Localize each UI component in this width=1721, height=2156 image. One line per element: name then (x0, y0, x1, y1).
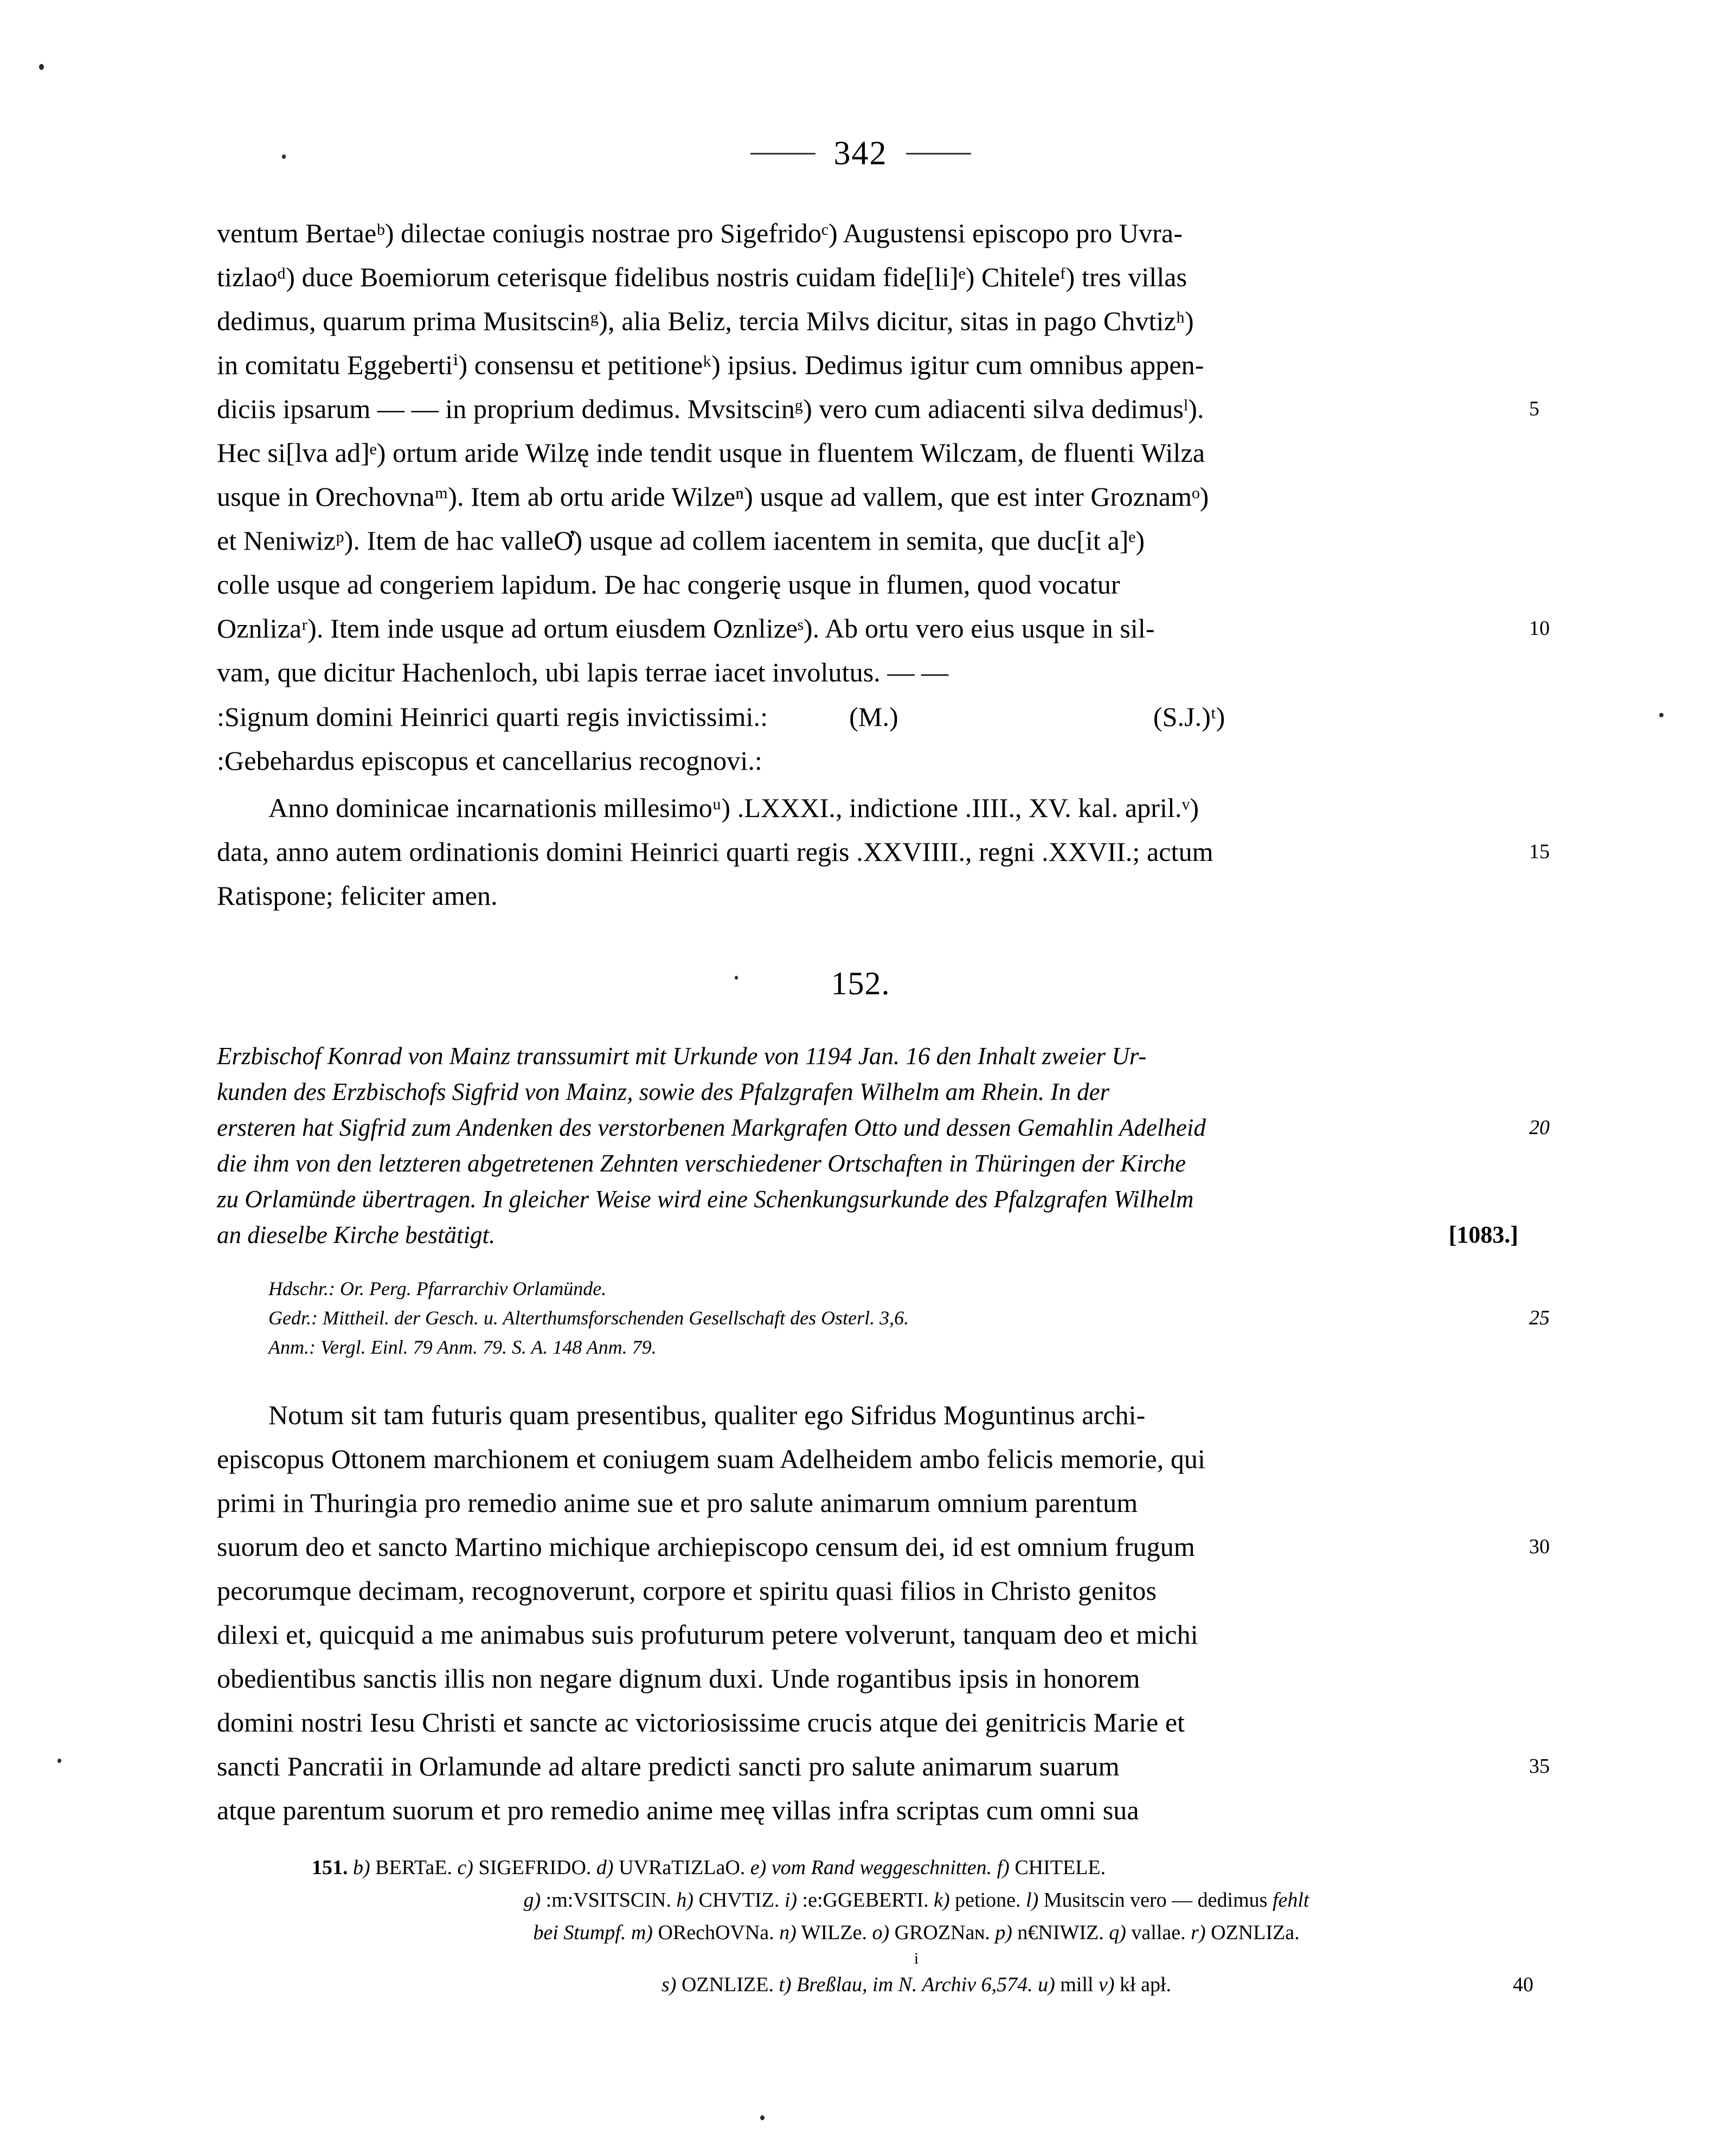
scan-speck (57, 1759, 61, 1763)
charter-151-text (217, 211, 1550, 694)
charter-line (217, 343, 1515, 387)
footnote-part: OZNLIZE. (676, 1973, 774, 1996)
line-text: primi in Thuringia pro remedio anime sue et pro salute animarum omnium parentum (217, 1488, 1138, 1518)
dating-line (217, 874, 1515, 918)
footnote-part: CHVTIZ. (693, 1889, 780, 1912)
scan-speck (760, 2115, 765, 2120)
footnote-part: e) (745, 1856, 767, 1879)
footnote-part: :m:VSITSCIN. (541, 1889, 671, 1912)
line-text: Ratispone; feliciter amen. (217, 880, 498, 911)
line-text: Notum sit tam futuris quam presentibus, qualiter ego Sifridus Moguntinus archi- (268, 1400, 1146, 1430)
footnote-part: vallae. (1126, 1921, 1186, 1944)
line-text: zu Orlamünde übertragen. In gleicher Weise wird eine Schenkungsurkunde des Pfalzgrafen Wilhelm (217, 1186, 1194, 1213)
charter-line (217, 431, 1515, 475)
footnote-part: s) (661, 1973, 677, 1996)
line-text: an dieselbe Kirche bestätigt. (217, 1221, 496, 1248)
footnote-part: k) (928, 1889, 950, 1912)
charter-bracket-number: [1083.] (1448, 1221, 1518, 1248)
footnote-part: l) (1020, 1889, 1039, 1912)
footnote-part: :e:GGEBERTI. (797, 1889, 929, 1912)
line-text: atque parentum suorum et pro remedio anime meę villas infra scriptas cum omni sua (217, 1795, 1139, 1825)
footnote-line (312, 1968, 1533, 2001)
footnote-part: g) (523, 1889, 541, 1912)
line-text: diciis ipsarum — — in proprium dedimus. Mvsitscinᵍ) vero cum adiacenti silva dedimusˡ). (217, 394, 1204, 424)
footnote-line (312, 1851, 1521, 1884)
footnote-part: SIGEFRIDO. (473, 1856, 592, 1879)
footnote-line (312, 1884, 1521, 1916)
line-text: dedimus, quarum prima Musitscinᵍ), alia Beliz, tercia Milvs dicitur, sitas in pago Chvtizʰ) (217, 306, 1194, 336)
footnote-part: petione. (949, 1889, 1021, 1912)
footnote-part: mill (1055, 1973, 1094, 1996)
recognition-line: :Gebehardus episcopus et cancellarius recognovi.: (217, 745, 762, 776)
charter-line (217, 1613, 1515, 1657)
line-text: Hdschr.: Or. Perg. Pfarrarchiv Orlamünde. (268, 1278, 607, 1299)
line-number: 30 (1529, 1535, 1550, 1558)
line-text: kunden des Erzbischofs Sigfrid von Mainz, sowie des Pfalzgrafen Wilhelm am Rhein. In der (217, 1078, 1110, 1105)
charter-line (217, 563, 1515, 607)
footnote-part: m) (626, 1921, 653, 1944)
line-text: ersteren hat Sigfrid zum Andenken des verstorbenen Markgrafen Otto und dessen Gemahlin Adelheid (217, 1114, 1206, 1141)
footnote-part: CHITELE. (1009, 1856, 1106, 1879)
charter-line (217, 1745, 1550, 1788)
charter-line (217, 1481, 1515, 1525)
footnote-part: ORechOVNa. (652, 1921, 774, 1944)
line-text: Hec si[lva ad]ᵉ) ortum aride Wilzę inde tendit usque in fluentem Wilczam, de fluenti Wilza (217, 437, 1205, 468)
signum-line (217, 695, 1515, 739)
charter-line (217, 607, 1550, 651)
charter-line (217, 1657, 1515, 1701)
scan-speck (1659, 713, 1664, 717)
footnote-part: bei Stumpf. (533, 1921, 626, 1944)
footnote-part: q) (1103, 1921, 1126, 1944)
footnote-part: n) (774, 1921, 797, 1944)
sigil-marker: (S.J.)ᵗ) (1153, 701, 1225, 732)
line-text: Gedr.: Mittheil. der Gesch. u. Alterthumsforschenden Gesellschaft des Osterl. 3,6. (268, 1307, 909, 1329)
line-text: data, anno autem ordinationis domini Heinrici quarti regis .XXVIIII., regni .XXVII.; actum (217, 836, 1213, 867)
footnote-apparatus (312, 1851, 1533, 2001)
footnote-part: 151. (312, 1856, 348, 1879)
head-rule-left (750, 153, 815, 155)
line-text: in comitatu Eggebertiⁱ) consensu et petitioneᵏ) ipsius. Dedimus igitur cum omnibus appen- (217, 350, 1204, 380)
footnote-part: WILZe. (796, 1921, 867, 1944)
source-line (268, 1274, 1515, 1303)
charter-line (217, 519, 1515, 563)
line-number: 40 (1513, 1973, 1533, 1996)
charter-151-signum (217, 695, 1515, 783)
charter-line (217, 1788, 1515, 1832)
charter-line (217, 387, 1540, 431)
charter-line (217, 255, 1515, 299)
footnote-part: p) (990, 1921, 1012, 1944)
running-head (0, 134, 1721, 173)
regest-line (217, 1110, 1550, 1145)
interlinear-correction-mark: i (914, 1949, 919, 1967)
regest-line (217, 1181, 1518, 1217)
footnote-part: n€NIWIZ. (1012, 1921, 1104, 1944)
regest-line (217, 1038, 1518, 1074)
footnote-part: Breßlau, im N. Archiv 6,574. (791, 1973, 1033, 1996)
regest-line (217, 1145, 1518, 1181)
footnote-part: t) (773, 1973, 792, 1996)
source-line (268, 1333, 1515, 1362)
charter-line (217, 1569, 1515, 1613)
line-text: vam, que dicitur Hachenloch, ubi lapis terrae iacet involutus. — — (217, 657, 949, 687)
footnote-part: kł apł. (1114, 1973, 1172, 1996)
footnote-part: OZNLIZa. (1205, 1921, 1300, 1944)
footnote-part: BERTaE. (370, 1856, 452, 1879)
dating-line (217, 830, 1550, 874)
regest-line (217, 1217, 1518, 1253)
line-text: domini nostri Iesu Christi et sancte ac victoriosissime crucis atque dei genitricis Marie et (217, 1707, 1185, 1737)
line-text: et Neniwizᵖ). Item de hac valleƠ) usque ad collem iacentem in semita, que duc[it a]ᵉ) (217, 525, 1145, 556)
charter-line (217, 1701, 1515, 1745)
line-number: 25 (1529, 1307, 1550, 1329)
line-text: die ihm von den letzteren abgetretenen Zehnten verschiedener Ortschaften in Thüringen der Kirche (217, 1150, 1186, 1177)
footnote-part: c) (452, 1856, 473, 1879)
line-text: colle usque ad congeriem lapidum. De hac congerię usque in flumen, quod vocatur (217, 569, 1120, 600)
line-text: tizlaoᵈ) duce Boemiorum ceterisque fidelibus nostris cuidam fide[li]ᵉ) Chiteleᶠ) tres villas (217, 262, 1187, 292)
charter-line (217, 475, 1515, 519)
line-number: 15 (1529, 840, 1550, 863)
signum-text: :Signum domini Heinrici quarti regis invictissimi.: (217, 701, 768, 732)
line-text: obedientibus sanctis illis non negare dignum duxi. Unde rogantibus ipsis in honorem (217, 1663, 1140, 1694)
footnote-part: b) (348, 1856, 370, 1879)
charter-line (217, 299, 1515, 343)
footnote-part: v) (1093, 1973, 1115, 1996)
line-number: 10 (1529, 617, 1550, 640)
charter-line (217, 1393, 1515, 1437)
line-text: pecorumque decimam, recognoverunt, corpore et spiritu quasi filios in Christo genitos (217, 1575, 1157, 1606)
line-text: usque in Orechovnaᵐ). Item ab ortu aride Wilzeⁿ) usque ad vallem, que est inter Groznamᵒ) (217, 481, 1209, 512)
line-text: Oznlizaʳ). Item inde usque ad ortum eiusdem Oznlizeˢ). Ab ortu vero eius usque in sil- (217, 613, 1155, 643)
footnote-part: r) (1185, 1921, 1206, 1944)
charter-line (217, 651, 1515, 694)
dating-line (217, 786, 1515, 830)
charter-152-regest (217, 1038, 1550, 1253)
line-number: 5 (1529, 397, 1540, 420)
charter-line (217, 1437, 1515, 1481)
footnote-part: Musitscin vero — dedimus (1038, 1889, 1273, 1912)
charter-152-sources (268, 1274, 1550, 1362)
charter-152-number: 152. (831, 966, 890, 1001)
charter-line (217, 211, 1515, 255)
monogram-marker: (M.) (849, 701, 898, 732)
footnote-part: UVRaTIZLaO. (613, 1856, 746, 1879)
regest-line (217, 1074, 1518, 1110)
footnote-part: fehlt (1272, 1889, 1309, 1912)
page-number: 342 (833, 135, 888, 172)
line-text: dilexi et, quicquid a me animabus suis profuturum petere volverunt, tanquam deo et michi (217, 1619, 1198, 1650)
footnote-line (312, 1916, 1521, 1949)
footnote-part: u) (1032, 1973, 1055, 1996)
line-text: sancti Pancratii in Orlamunde ad altare predicti sancti pro salute animarum suarum (217, 1751, 1120, 1781)
line-text: Erzbischof Konrad von Mainz transsumirt mit Urkunde von 1194 Jan. 16 den Inhalt zweier Ur- (217, 1042, 1147, 1070)
line-text: ventum Bertaeᵇ) dilectae coniugis nostrae pro Sigefridoᶜ) Augustensi episcopo pro Uvra- (217, 218, 1183, 248)
footnote-part: f) (992, 1856, 1010, 1879)
line-number: 20 (1529, 1116, 1550, 1139)
scan-speck (39, 64, 44, 70)
line-text: Anno dominicae incarnationis millesimoᵘ) .LXXXI., indictione .IIII., XV. kal. april.ᵛ) (268, 793, 1199, 823)
line-number: 35 (1529, 1755, 1550, 1778)
source-line (268, 1303, 1550, 1333)
footnote-part: o) (866, 1921, 890, 1944)
line-text: episcopus Ottonem marchionem et coniugem suam Adelheidem ambo felicis memorie, qui (217, 1444, 1206, 1474)
charter-151-dating (217, 786, 1550, 918)
footnote-part: GROZNaɴ. (889, 1921, 990, 1944)
footnote-part: d) (591, 1856, 614, 1879)
head-rule-right (906, 153, 971, 155)
line-text: Anm.: Vergl. Einl. 79 Anm. 79. S. A. 148 Anm. 79. (268, 1336, 657, 1358)
line-text: suorum deo et sancto Martino michique archiepiscopo censum dei, id est omnium frugum (217, 1531, 1195, 1562)
charter-152-body (217, 1393, 1550, 1832)
footnote-part: vom Rand weggeschnitten. (766, 1856, 992, 1879)
footnote-part: h) (671, 1889, 694, 1912)
charter-line (217, 1525, 1550, 1569)
footnote-part: i) (779, 1889, 798, 1912)
